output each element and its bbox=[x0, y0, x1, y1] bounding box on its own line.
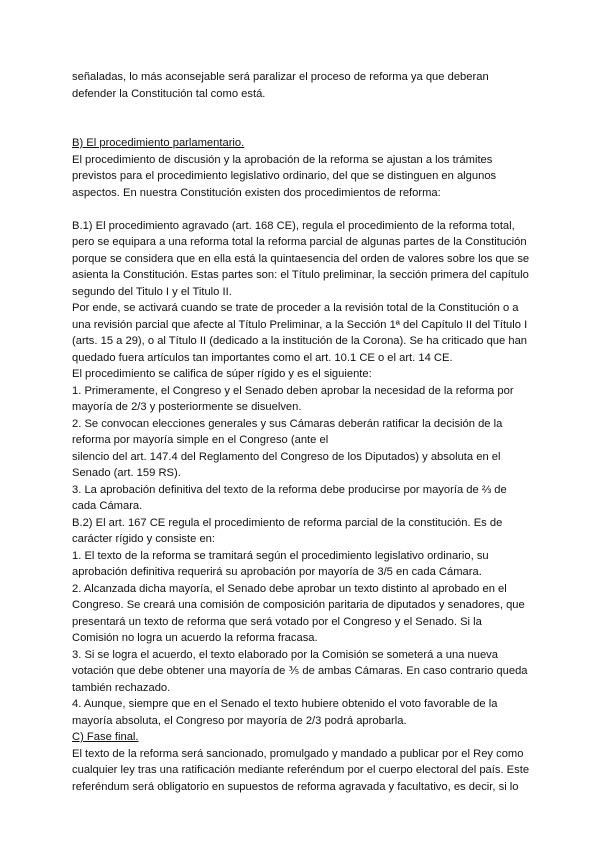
b1-line-3: porque se considera que en ella está la quintaesencia del orden de valores sobre los que se bbox=[72, 252, 530, 265]
section-b-line-2: previstos para el procedimiento legislativo ordinario, del que se distinguen en algunos bbox=[72, 170, 497, 182]
b2-line-4: aprobación definitiva requerirá su aprobación por mayoría de 3/5 en cada Cámara. bbox=[72, 566, 482, 578]
b1-line-14: reforma por mayoría simple en el Congreso (ante el bbox=[72, 434, 329, 446]
b2-line-13: mayoría absoluta, el Congreso por mayoría de 2/3 podrá aprobarla. bbox=[72, 714, 407, 727]
b1-line-12: mayoría de 2/3 y posteriormente se disuelven. bbox=[72, 401, 302, 413]
intro-line-2: defender la Constitución tal como está. bbox=[72, 87, 266, 100]
b2-line-9: 3. Si se logra el acuerdo, el texto elaborado por la Comisión se someterá a una nueva bbox=[72, 648, 498, 661]
b1-line-5: segundo del Titulo I y el Titulo II. bbox=[72, 285, 232, 298]
b2-line-8: Comisión no logra un acuerdo la reforma fracasa. bbox=[72, 632, 318, 644]
section-b-heading: B) El procedimiento parlamentario. bbox=[72, 137, 245, 149]
b1-line-16: Senado (art. 159 RS). bbox=[72, 467, 181, 479]
b2-line-7: presentará un texto de reforma que será votado por el Congreso y el Senado. Si la bbox=[72, 615, 482, 628]
b1-line-15: silencio del art. 147.4 del Reglamento del Congreso de los Diputados) y absoluta en el bbox=[72, 450, 501, 463]
section-b bbox=[72, 135, 532, 795]
b1-line-9: quedado fuera artículos tan importantes como el art. 10.1 CE o el art. 14 CE. bbox=[72, 351, 453, 364]
b1-line-8: (arts. 15 a 29), o al Título II (dedicado a la institución de la Corona). Se ha criticado que han bbox=[72, 335, 528, 347]
intro-paragraph bbox=[72, 69, 532, 102]
b1-line-10: El procedimiento se califica de súper rígido y es el siguiente: bbox=[72, 368, 372, 380]
paragraph-spacer bbox=[72, 201, 532, 218]
b1-line-18: cada Cámara. bbox=[72, 500, 143, 512]
b2-line-11: también rechazado. bbox=[72, 681, 171, 694]
section-c-line-3: referéndum será obligatorio en supuestos de reforma agravada y facultativo, es decir, si lo bbox=[72, 780, 519, 793]
b1-line-4: asienta la Constitución. Estas partes son: el Título preliminar, la sección primera del capítulo bbox=[72, 269, 529, 281]
b1-line-17: 3. La aprobación definitiva del texto de la reforma debe producirse por mayoría de ⅔ de bbox=[72, 483, 507, 496]
b2-line-3: 1. El texto de la reforma se tramitará según el procedimiento legislativo ordinario, su bbox=[72, 549, 489, 562]
b2-line-5: 2. Alcanzada dicha mayoría, el Senado debe aprobar un texto distinto al aprobado en el bbox=[72, 582, 507, 595]
intro-line-1: señaladas, lo más aconsejable será paralizar el proceso de reforma ya que deberan bbox=[72, 71, 489, 83]
section-b-line-3: aspectos. En nuestra Constitución existen dos procedimientos de reforma: bbox=[72, 186, 441, 199]
section-b-line-1: El procedimiento de discusión y la aprobación de la reforma se ajustan a los trámites bbox=[72, 153, 493, 166]
b2-line-1: B.2) El art. 167 CE regula el procedimiento de reforma parcial de la constitución. Es de bbox=[72, 516, 503, 529]
b2-line-12: 4. Aunque, siempre que en el Senado el texto hubiere obtenido el voto favorable de la bbox=[72, 698, 498, 710]
b2-line-6: Congreso. Se creará una comisión de composición paritaria de diputados y senadores, que bbox=[72, 599, 525, 611]
section-c-line-2: cualquier ley tras una ratificación mediante referéndum por el cuerpo electoral del país. Este bbox=[72, 764, 530, 776]
b1-line-7: una revisión parcial que afecte al Título Preliminar, a la Sección 1ª del Capítulo II del Título I bbox=[72, 318, 528, 331]
b1-line-13: 2. Se convocan elecciones generales y sus Cámaras deberán ratificar la decisión de la bbox=[72, 417, 503, 430]
b2-line-10: votación que debe obtener una mayoría de ⅗ de ambas Cámaras. En caso contrario queda bbox=[72, 665, 528, 677]
b1-line-11: 1. Primeramente, el Congreso y el Senado deben aprobar la necesidad de la reforma por bbox=[72, 384, 514, 397]
b1-line-6: Por ende, se activará cuando se trate de proceder a la revisión total de la Constitución o a bbox=[72, 302, 519, 314]
section-c-heading: C) Fase final. bbox=[72, 731, 139, 743]
section-c-line-1: El texto de la reforma será sancionado, promulgado y mandado a publicar por el Rey como bbox=[72, 747, 524, 760]
b1-line-2: pero se equipara a una reforma total la reforma parcial de algunas partes de la Constitución bbox=[72, 236, 527, 248]
b1-line-1: B.1) El procedimiento agravado (art. 168 CE), regula el procedimiento de la reforma total, bbox=[72, 219, 515, 232]
b2-line-2: carácter rígido y consiste en: bbox=[72, 533, 216, 545]
